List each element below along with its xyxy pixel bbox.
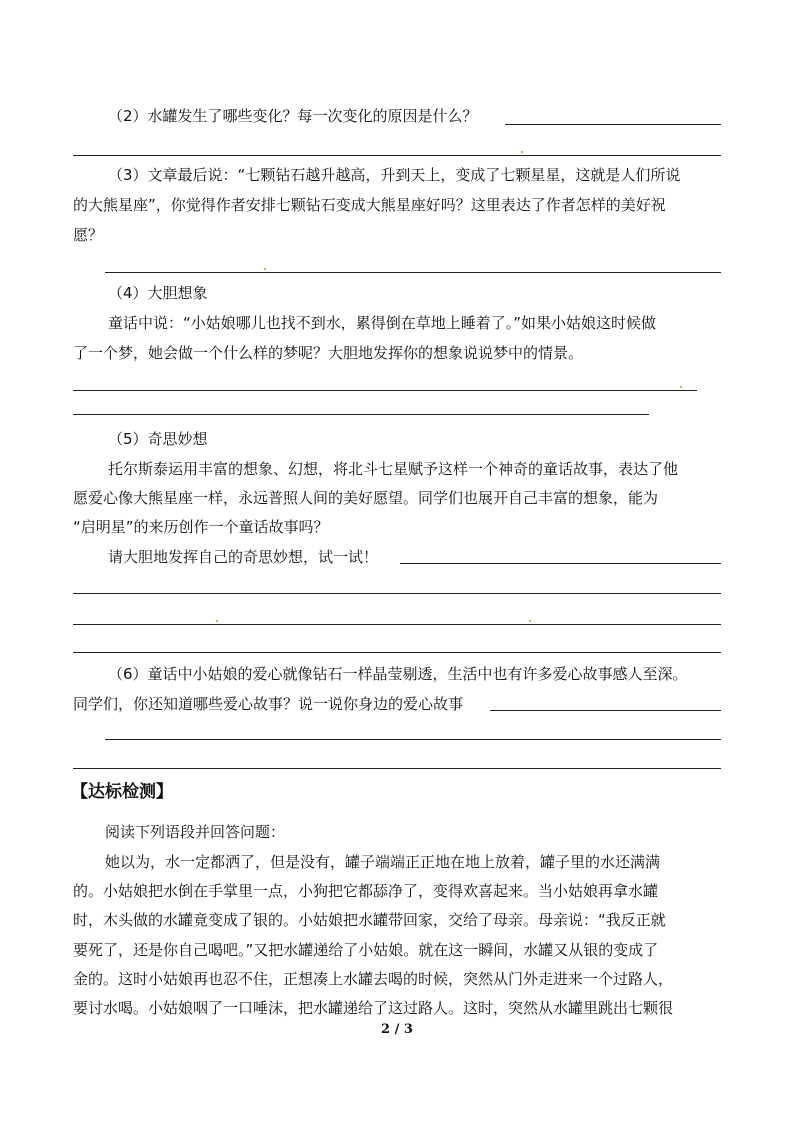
question-5-line-3: “启明星”的来历创作一个童话故事吗？ <box>73 518 329 536</box>
question-5-line-2: 愿爱心像大熊星座一样，永远普照人间的美好愿望。同学们也展开自己丰富的想象，能为 <box>73 489 659 507</box>
speck-mark <box>264 268 266 270</box>
speck-mark <box>680 386 682 388</box>
answer-line <box>73 155 721 156</box>
question-5-line-4: 请大胆地发挥自己的奇思妙想，试一试！ <box>108 548 379 566</box>
question-5-title: （5）奇思妙想 <box>108 430 208 448</box>
question-3-line-3: 愿？ <box>73 226 104 244</box>
answer-line <box>73 390 697 391</box>
answer-line <box>73 768 721 769</box>
answer-line <box>73 414 649 415</box>
question-4-title: （4）大胆想象 <box>108 284 208 302</box>
answer-line <box>73 624 721 625</box>
speck-mark <box>529 620 531 622</box>
passage-line: 金的。这时小姑娘再也忍不住，正想凑上水罐去喝的时候，突然从门外走进来一个过路人， <box>73 970 674 988</box>
question-4-line-2: 了一个梦，她会做一个什么样的梦呢？大胆地发挥你的想象说说梦中的情景。 <box>73 344 584 362</box>
answer-line <box>505 124 721 125</box>
answer-line <box>73 593 721 594</box>
section-heading: 【达标检测】 <box>71 782 173 802</box>
question-2-text: （2）水罐发生了哪些变化？每一次变化的原因是什么？ <box>108 107 478 125</box>
question-3-line-1: （3）文章最后说：“七颗钻石越升越高，升到天上，变成了七颗星星，这就是人们所说 <box>108 166 681 184</box>
passage-line: 要死了，还是你自己喝吧。”又把水罐递给了小姑娘。就在这一瞬间，水罐又从银的变成了 <box>73 941 659 959</box>
passage-line: 时，木头做的水罐竟变成了银的。小姑娘把水罐带回家，交给了母亲。母亲说：“我反正就 <box>73 911 666 929</box>
passage-line: 要讨水喝。小姑娘咽了一口唾沫，把水罐递给了这过路人。这时，突然从水罐里跳出七颗很 <box>73 999 674 1017</box>
page-number: 2 / 3 <box>381 1022 413 1037</box>
passage-line: 的。小姑娘把水倒在手掌里一点，小狗把它都舔净了，变得欢喜起来。当小姑娘再拿水罐 <box>73 882 659 900</box>
question-3-line-2: 的大熊星座”，你觉得作者安排七颗钻石变成大熊星座好吗？这里表达了作者怎样的美好祝 <box>73 196 666 214</box>
answer-line <box>105 739 721 740</box>
question-6-line-1: （6）童话中小姑娘的爱心就像钻石一样晶莹剔透，生活中也有许多爱心故事感人至深。 <box>108 665 688 683</box>
answer-line <box>400 563 721 564</box>
answer-line <box>105 272 721 273</box>
speck-mark <box>216 620 218 622</box>
answer-line <box>490 710 721 711</box>
answer-line <box>73 652 721 653</box>
speck-mark <box>521 151 523 153</box>
reading-instruction: 阅读下列语段并回答问题： <box>105 823 286 841</box>
question-4-line-1: 童话中说：“小姑娘哪儿也找不到水，累得倒在草地上睡着了。”如果小姑娘这时候做 <box>108 314 657 332</box>
question-6-line-2: 同学们，你还知道哪些爱心故事？说一说你身边的爱心故事 <box>73 695 464 713</box>
passage-line: 她以为，水一定都洒了，但是没有，罐子端端正正地在地上放着，罐子里的水还满满 <box>105 853 661 871</box>
question-5-line-1: 托尔斯泰运用丰富的想象、幻想，将北斗七星赋予这样一个神奇的童话故事，表达了他 <box>108 460 679 478</box>
